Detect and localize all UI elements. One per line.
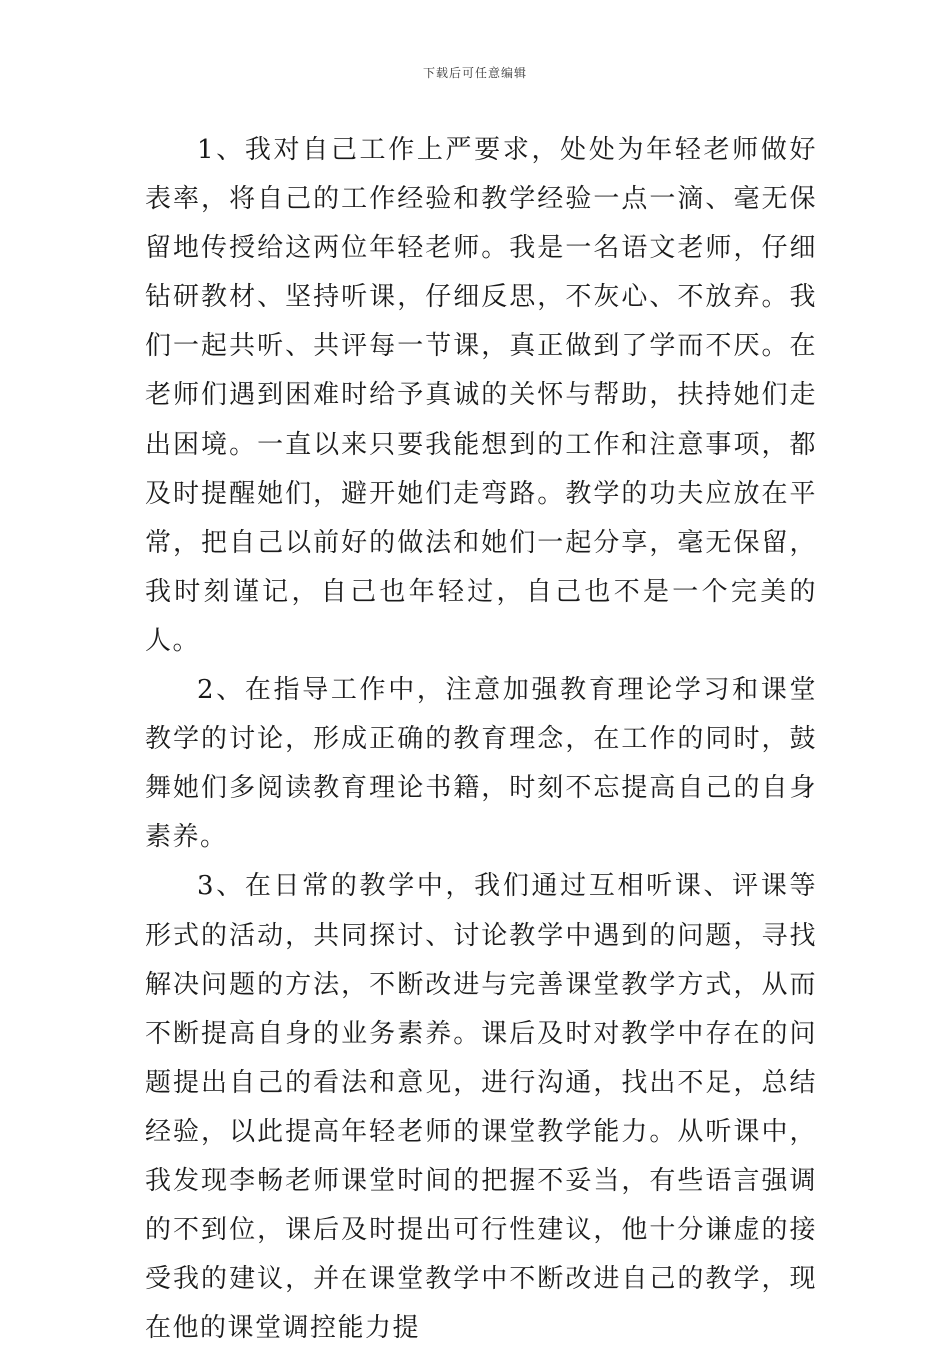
paragraph-1: 1、我对自己工作上严要求，处处为年轻老师做好表率，将自己的工作经验和教学经验一点一滴、毫无保留地传授给这两位年轻老师。我是一名语文老师，仔细钻研教材、坚持听课，仔细反思，不灰心、不放弃。我们一起共听、共评每一节课，真正做到了学而不厌。在老师们遇到困难时给予真诚的关怀与帮助，扶持她们走出困境。一直以来只要我能想到的工作和注意事项，都及时提醒她们，避开她们走弯路。教学的功夫应放在平常，把自己以前好的做法和她们一起分享，毫无保留，我时刻谨记，自己也年轻过，自己也不是一个完美的人。	[145, 135, 817, 656]
page-header-note: 下载后可任意编辑	[422, 66, 527, 80]
paragraph-3: 3、在日常的教学中，我们通过互相听课、评课等形式的活动，共同探讨、讨论教学中遇到的问题，寻找解决问题的方法，不断改进与完善课堂教学方式，从而不断提高自身的业务素养。课后及时对教学中存在的问题提出自己的看法和意见，进行沟通，找出不足，总结经验，以此提高年轻老师的课堂教学能力。从听课中，我发现李畅老师课堂时间的把握不妥当，有些语言强调的不到位，课后及时提出可行性建议，他十分谦虚的接受我的建议，并在课堂教学中不断改进自己的教学，现在他的课堂调控能力提	[145, 871, 817, 1344]
paragraph-2: 2、在指导工作中，注意加强教育理论学习和课堂教学的讨论，形成正确的教育理念，在工作的同时，鼓舞她们多阅读教育理论书籍，时刻不忘提高自己的自身素养。	[145, 675, 817, 853]
document-body	[145, 126, 817, 1353]
